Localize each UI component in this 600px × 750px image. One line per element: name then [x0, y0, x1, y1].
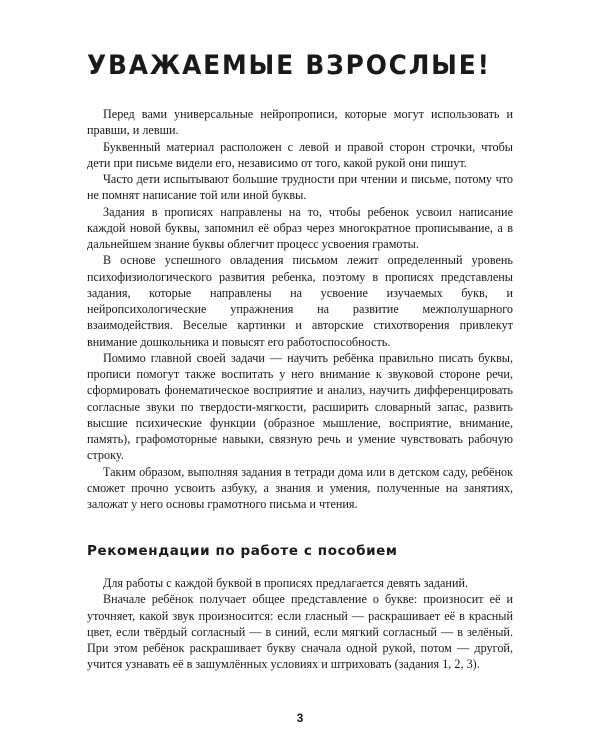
paragraph: Часто дети испытывают большие трудности при чтении и письме, потому что не помнят написание той или иной буквы. — [87, 172, 513, 203]
paragraph: Задания в прописях направлены на то, чтобы ребенок усвоил написание каждой новой буквы, запомнил её образ через многократное прописывание, а в дальнейшем знание буквы облегчит процесс усвоения грамоты. — [87, 204, 513, 251]
page-number: 3 — [296, 711, 304, 725]
paragraph: Буквенный материал расположен с левой и правой сторон строчки, чтобы дети при письме видели его, независимо от того, какой рукой они пишут. — [87, 139, 513, 170]
paragraph: Вначале ребёнок получает общее представление о букве: произносит её и уточняет, какой звук произносится: если гласный — раскрашивает её в красный цвет, если твёрдый согласный — в синий, если мягкий согласный — в зелёный. При этом ребёнок раскрашивает букву сначала одной рукой, потом — другой, учится узнавать её в зашумлённых условиях и штриховать (задания 1, 2, 3). — [87, 592, 513, 672]
paragraph: Для работы с каждой буквой в прописях предлагается девять заданий. — [103, 576, 469, 590]
paragraph: В основе успешного овладения письмом лежит определенный уровень психофизиологического развития ребенка, поэтому в прописях представлены задания, которые направлены на усвоение изучаемых букв, и нейропсихологические упражнения на развитие межполушарного взаимодействия. Веселые картинки и авторские стихотворения привлекут внимание дошкольника и повысят его работоспособность. — [87, 253, 513, 349]
section-heading: Рекомендации по работе с пособием — [87, 543, 398, 559]
page-title: УВАЖАЕМЫЕ ВЗРОСЛЫЕ! — [87, 50, 491, 81]
paragraph: Помимо главной своей задачи — научить ребёнка правильно писать буквы, прописи помогут также воспитать у него внимание к звуковой стороне речи, сформировать фонематическое восприятие и анализ, научить дифференцировать согласные звуки по твердости-мягкости, расширить словарный запас, развить высшие психические функции (образное мышление, восприятие, внимание, память), графомоторные навыки, связную речь и умение чувствовать рабочую строку. — [87, 350, 513, 463]
intro-text — [87, 106, 513, 512]
paragraph: Таким образом, выполняя задания в тетради дома или в детском саду, ребёнок сможет прочно усвоить азбуку, а знания и умения, полученные на занятиях, заложат у него основы грамотного письма и чтения. — [87, 464, 513, 511]
recommendations-text — [87, 575, 513, 673]
paragraph: Перед вами универсальные нейропрописи, которые могут использовать и правши, и левши. — [87, 107, 513, 138]
